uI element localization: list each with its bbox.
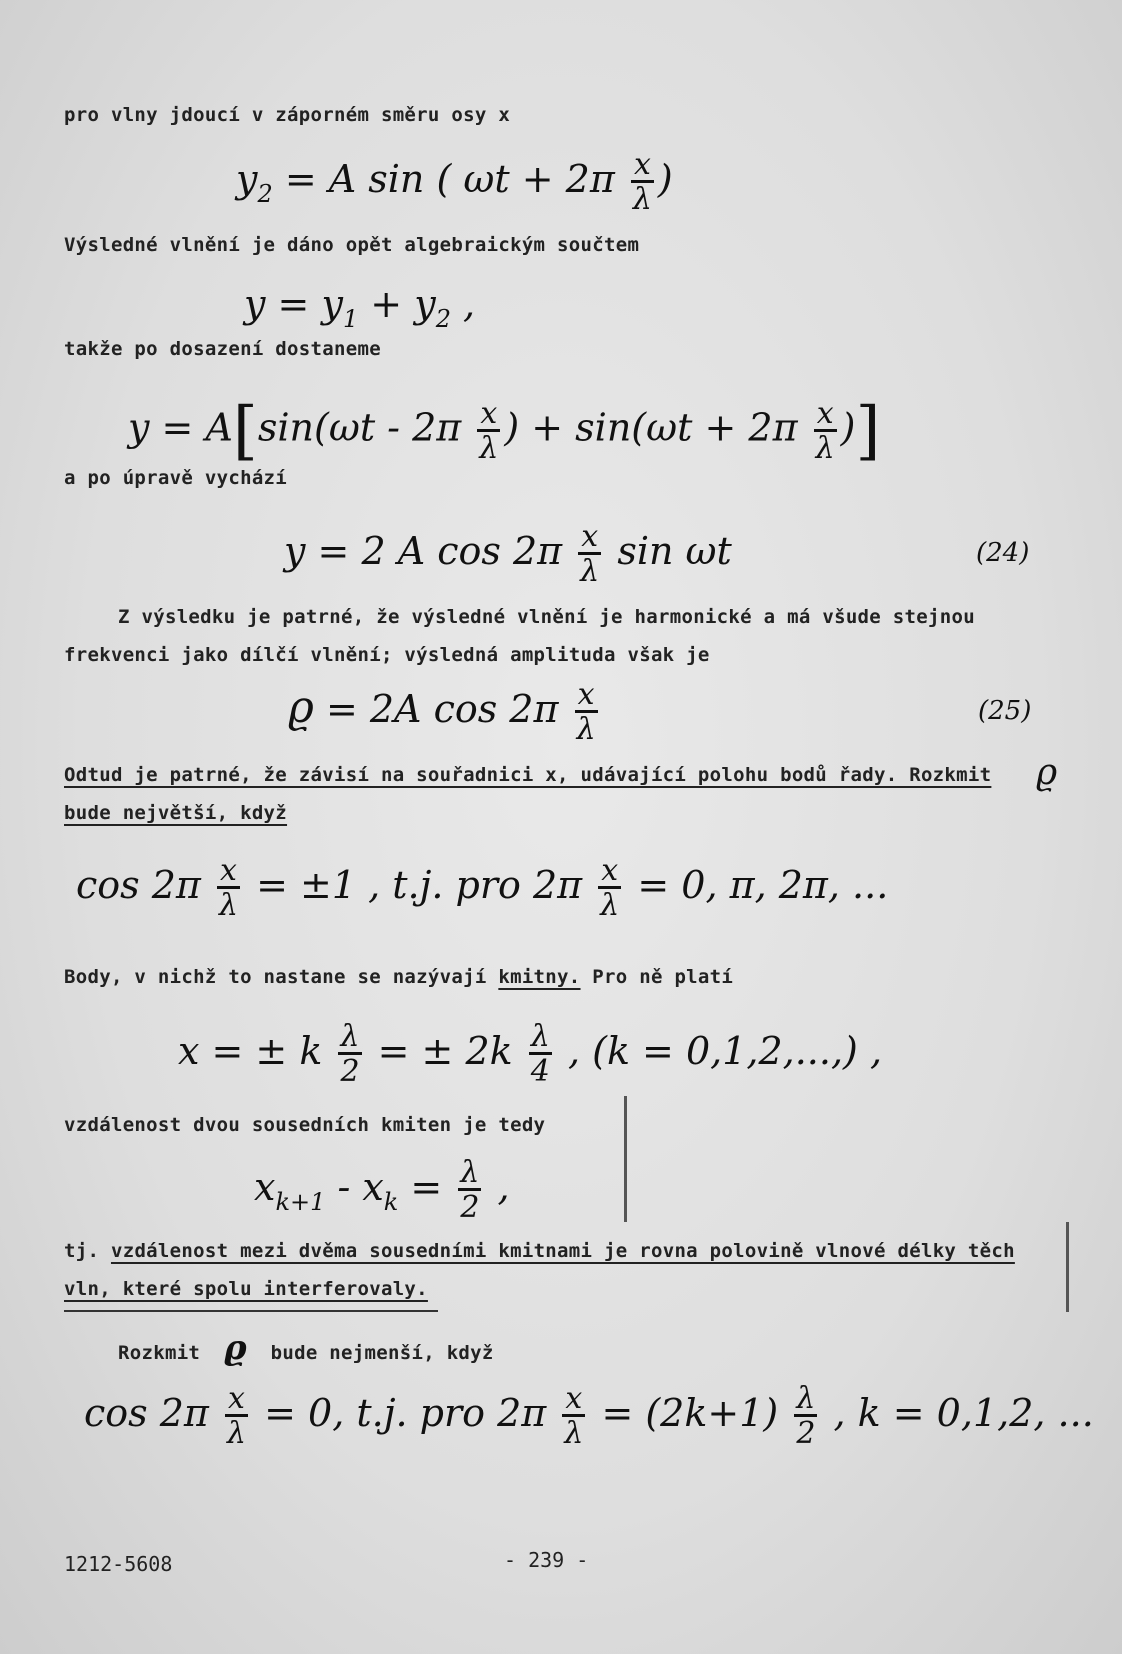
eq-part: + y: [358, 282, 436, 326]
equation-y2: [236, 147, 673, 217]
equation-expanded: [128, 394, 880, 468]
eq-numerator: λ: [338, 1022, 361, 1055]
eq-part: = ± 2k: [365, 1029, 513, 1073]
eq-numerator: x: [598, 856, 621, 889]
equation-min-condition: [84, 1381, 1094, 1451]
eq-numerator: x: [562, 1384, 585, 1417]
text-line-10: vzdálenost dvou sousedních kmiten je tedy: [64, 1114, 546, 1136]
text-line-1: pro vlny jdoucí v záporném směru osy x: [64, 104, 511, 126]
equation-25: [288, 677, 602, 747]
eq-subscript: k: [383, 1188, 399, 1216]
eq-fraction: [338, 1019, 361, 1089]
eq-part: = A sin ( ωt + 2π: [272, 157, 615, 201]
eq-fraction: [814, 395, 837, 466]
eq-denominator: 2: [340, 1054, 360, 1089]
eq-denominator: λ: [227, 1416, 247, 1451]
eq-fraction: [562, 1381, 585, 1451]
eq-part: ) + sin(ωt + 2π: [504, 405, 798, 450]
equation-number-24: (24): [976, 538, 1030, 568]
eq-part: = ±1 , t.j. pro 2π: [244, 863, 583, 907]
eq-part: x = ± k: [178, 1029, 323, 1073]
text-segment: tj.: [64, 1240, 111, 1262]
eq-part: ): [840, 405, 856, 450]
text-segment: Rozkmit: [118, 1342, 201, 1364]
equation-max-condition: [76, 853, 889, 923]
eq-fraction: [477, 395, 500, 466]
eq-symbol: y: [236, 157, 258, 201]
page-number: - 239 -: [504, 1548, 589, 1572]
eq-part: sin(ωt - 2π: [257, 405, 462, 450]
eq-fraction: [529, 1019, 552, 1089]
eq-denominator: 4: [530, 1054, 550, 1089]
eq-denominator: λ: [815, 430, 835, 466]
eq-part: ,: [450, 282, 476, 326]
eq-numerator: x: [814, 399, 837, 432]
text-line-12: vln, které spolu interferovaly.: [64, 1278, 428, 1300]
eq-subscript: 1: [342, 305, 359, 333]
equation-sum: [244, 282, 475, 333]
eq-denominator: λ: [580, 554, 600, 589]
eq-symbol: ϱ: [288, 682, 314, 733]
eq-part: = (2k+1): [589, 1391, 779, 1435]
eq-part: cos 2π: [84, 1391, 209, 1435]
eq-part: ): [657, 157, 673, 201]
text-line-9: [64, 966, 733, 988]
text-segment: bude nejmenší, když: [270, 1342, 494, 1364]
margin-pencil-mark: [1066, 1222, 1069, 1312]
text-line-8: bude největší, když: [64, 802, 288, 824]
eq-fraction: [598, 853, 621, 923]
eq-denominator: λ: [576, 712, 596, 747]
eq-denominator: λ: [600, 888, 620, 923]
eq-fraction: [631, 147, 654, 217]
eq-part: = 2A cos 2π: [313, 687, 559, 731]
text-line-6: frekvenci jako dílčí vlnění; výsledná amplituda však je: [64, 644, 710, 666]
equation-distance: [254, 1155, 510, 1225]
text-segment: Pro ně platí: [580, 966, 734, 988]
eq-numerator: x: [631, 150, 654, 183]
eq-numerator: x: [217, 856, 240, 889]
eq-fraction: [575, 677, 598, 747]
eq-part: y = y: [244, 282, 343, 326]
eq-numerator: x: [578, 522, 601, 555]
eq-part: , k = 0,1,2, ...: [821, 1391, 1094, 1435]
equation-antinodes: [178, 1019, 883, 1089]
eq-fraction: [225, 1381, 248, 1451]
eq-fraction: [578, 519, 601, 589]
eq-fraction: [217, 853, 240, 923]
eq-bracket: ]: [855, 394, 881, 468]
eq-subscript: 2: [257, 180, 273, 208]
eq-part: ,: [485, 1165, 510, 1209]
eq-subscript: k+1: [275, 1188, 326, 1216]
term-kmitny: kmitny.: [498, 966, 581, 988]
text-line-4: a po úpravě vychází: [64, 467, 288, 489]
eq-numerator: λ: [529, 1022, 552, 1055]
eq-denominator: λ: [479, 430, 499, 466]
eq-part: sin ωt: [605, 529, 732, 573]
eq-part: = 0, π, 2π, ...: [625, 863, 889, 907]
eq-part: - x: [325, 1165, 384, 1209]
eq-fraction: [794, 1381, 817, 1451]
eq-subscript: 2: [435, 305, 451, 333]
margin-pencil-mark: [624, 1096, 627, 1222]
eq-part: x: [254, 1165, 276, 1209]
eq-numerator: x: [575, 680, 598, 713]
eq-numerator: x: [477, 399, 500, 432]
eq-part: y = 2 A cos 2π: [284, 529, 563, 573]
eq-denominator: 2: [460, 1190, 480, 1225]
eq-numerator: x: [225, 1384, 248, 1417]
eq-numerator: λ: [794, 1384, 817, 1417]
text-line-5: Z výsledku je patrné, že výsledné vlnění je harmonické a má všude stejnou: [118, 606, 975, 628]
underline-rule: [64, 1310, 438, 1312]
equation-24: [284, 519, 732, 589]
eq-part: cos 2π: [76, 863, 201, 907]
eq-part: =: [398, 1165, 455, 1209]
document-code: 1212-5608: [64, 1552, 173, 1576]
eq-part: , (k = 0,1,2,...,) ,: [555, 1029, 883, 1073]
text-line-2: Výsledné vlnění je dáno opět algebraickým součtem: [64, 234, 640, 256]
text-line-7: Odtud je patrné, že závisí na souřadnici x, udávající polohu bodů řady. Rozkmit: [64, 764, 992, 786]
eq-bracket: [: [232, 394, 258, 468]
eq-part: y = A: [128, 405, 233, 450]
eq-part: = 0, t.j. pro 2π: [252, 1391, 547, 1435]
eq-numerator: λ: [458, 1158, 481, 1191]
eq-fraction: [458, 1155, 481, 1225]
rho-symbol: ϱ: [1036, 752, 1058, 793]
eq-denominator: λ: [219, 888, 239, 923]
eq-denominator: λ: [632, 182, 652, 217]
text-line-11: [64, 1240, 1015, 1262]
text-line-3: takže po dosazení dostaneme: [64, 338, 381, 360]
equation-number-25: (25): [978, 696, 1032, 726]
eq-denominator: λ: [564, 1416, 584, 1451]
rho-symbol: ϱ: [223, 1328, 247, 1368]
text-line-13: [118, 1328, 494, 1368]
eq-denominator: 2: [796, 1416, 816, 1451]
text-underlined: vzdálenost mezi dvěma sousedními kmitnami je rovna polovině vlnové délky těch: [110, 1240, 1015, 1262]
text-segment: Body, v nichž to nastane se nazývají: [64, 966, 499, 988]
